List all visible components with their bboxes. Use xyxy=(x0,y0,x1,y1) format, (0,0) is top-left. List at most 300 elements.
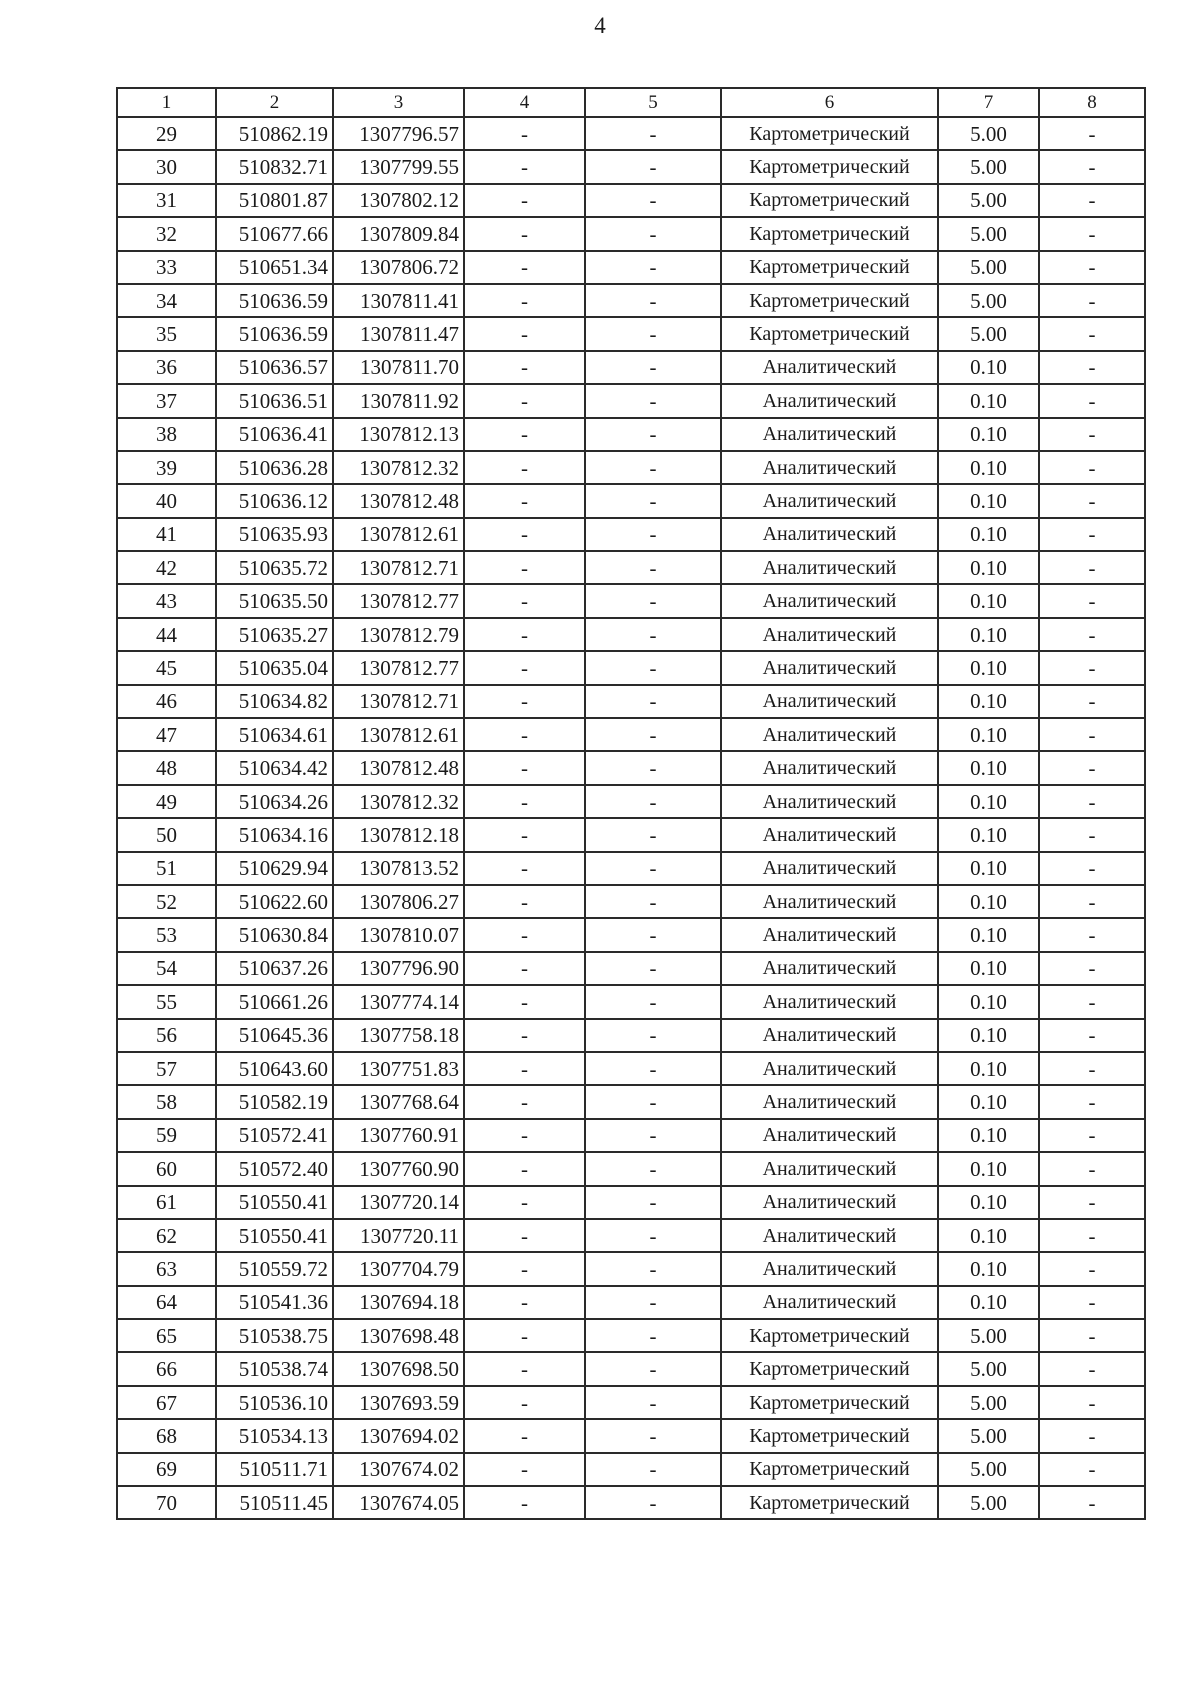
y-coordinate-cell: 1307812.71 xyxy=(333,685,464,718)
column-5-cell: - xyxy=(585,150,721,183)
column-4-cell: - xyxy=(464,985,585,1018)
column-4-cell: - xyxy=(464,651,585,684)
y-coordinate-cell: 1307674.05 xyxy=(333,1486,464,1519)
point-number-cell: 39 xyxy=(117,451,216,484)
x-coordinate-cell: 510636.41 xyxy=(216,418,333,451)
column-4-cell: - xyxy=(464,518,585,551)
x-coordinate-cell: 510636.12 xyxy=(216,484,333,517)
column-4-cell: - xyxy=(464,251,585,284)
column-8-cell: - xyxy=(1039,785,1145,818)
y-coordinate-cell: 1307806.27 xyxy=(333,885,464,918)
table-row xyxy=(117,1252,1145,1285)
y-coordinate-cell: 1307694.02 xyxy=(333,1419,464,1452)
column-5-cell: - xyxy=(585,751,721,784)
column-5-cell: - xyxy=(585,584,721,617)
column-8-cell: - xyxy=(1039,184,1145,217)
column-5-cell: - xyxy=(585,651,721,684)
precision-cell: 0.10 xyxy=(938,918,1039,951)
precision-cell: 5.00 xyxy=(938,1352,1039,1385)
column-5-cell: - xyxy=(585,184,721,217)
column-8-cell: - xyxy=(1039,1453,1145,1486)
method-cell: Аналитический xyxy=(721,1186,938,1219)
precision-cell: 5.00 xyxy=(938,1319,1039,1352)
x-coordinate-cell: 510636.28 xyxy=(216,451,333,484)
point-number-cell: 41 xyxy=(117,518,216,551)
table-row xyxy=(117,1052,1145,1085)
precision-cell: 5.00 xyxy=(938,117,1039,150)
x-coordinate-cell: 510550.41 xyxy=(216,1219,333,1252)
precision-cell: 0.10 xyxy=(938,1186,1039,1219)
column-4-cell: - xyxy=(464,1052,585,1085)
precision-cell: 0.10 xyxy=(938,985,1039,1018)
y-coordinate-cell: 1307812.13 xyxy=(333,418,464,451)
x-coordinate-cell: 510622.60 xyxy=(216,885,333,918)
column-8-cell: - xyxy=(1039,217,1145,250)
column-5-cell: - xyxy=(585,384,721,417)
y-coordinate-cell: 1307698.48 xyxy=(333,1319,464,1352)
x-coordinate-cell: 510629.94 xyxy=(216,852,333,885)
column-8-cell: - xyxy=(1039,651,1145,684)
column-4-cell: - xyxy=(464,1486,585,1519)
point-number-cell: 43 xyxy=(117,584,216,617)
column-5-cell: - xyxy=(585,1152,721,1185)
method-cell: Аналитический xyxy=(721,818,938,851)
point-number-cell: 68 xyxy=(117,1419,216,1452)
column-8-cell: - xyxy=(1039,885,1145,918)
column-4-cell: - xyxy=(464,1252,585,1285)
column-5-cell: - xyxy=(585,451,721,484)
column-4-cell: - xyxy=(464,1152,585,1185)
table-row xyxy=(117,1352,1145,1385)
method-cell: Аналитический xyxy=(721,952,938,985)
point-number-cell: 70 xyxy=(117,1486,216,1519)
column-5-cell: - xyxy=(585,1386,721,1419)
column-5-cell: - xyxy=(585,685,721,718)
x-coordinate-cell: 510661.26 xyxy=(216,985,333,1018)
precision-cell: 0.10 xyxy=(938,1119,1039,1152)
column-header: 2 xyxy=(216,88,333,117)
method-cell: Аналитический xyxy=(721,718,938,751)
column-4-cell: - xyxy=(464,351,585,384)
point-number-cell: 61 xyxy=(117,1186,216,1219)
point-number-cell: 30 xyxy=(117,150,216,183)
point-number-cell: 44 xyxy=(117,618,216,651)
column-5-cell: - xyxy=(585,985,721,1018)
method-cell: Аналитический xyxy=(721,1252,938,1285)
column-4-cell: - xyxy=(464,150,585,183)
y-coordinate-cell: 1307704.79 xyxy=(333,1252,464,1285)
x-coordinate-cell: 510559.72 xyxy=(216,1252,333,1285)
x-coordinate-cell: 510541.36 xyxy=(216,1286,333,1319)
point-number-cell: 63 xyxy=(117,1252,216,1285)
point-number-cell: 52 xyxy=(117,885,216,918)
method-cell: Картометрический xyxy=(721,117,938,150)
precision-cell: 0.10 xyxy=(938,885,1039,918)
method-cell: Аналитический xyxy=(721,1152,938,1185)
column-5-cell: - xyxy=(585,885,721,918)
point-number-cell: 49 xyxy=(117,785,216,818)
method-cell: Аналитический xyxy=(721,1019,938,1052)
precision-cell: 0.10 xyxy=(938,818,1039,851)
method-cell: Аналитический xyxy=(721,484,938,517)
table-row xyxy=(117,518,1145,551)
column-5-cell: - xyxy=(585,1252,721,1285)
x-coordinate-cell: 510572.40 xyxy=(216,1152,333,1185)
point-number-cell: 60 xyxy=(117,1152,216,1185)
point-number-cell: 33 xyxy=(117,251,216,284)
method-cell: Аналитический xyxy=(721,551,938,584)
column-8-cell: - xyxy=(1039,251,1145,284)
column-8-cell: - xyxy=(1039,1052,1145,1085)
table-row xyxy=(117,551,1145,584)
x-coordinate-cell: 510677.66 xyxy=(216,217,333,250)
table-row xyxy=(117,1186,1145,1219)
y-coordinate-cell: 1307812.79 xyxy=(333,618,464,651)
column-5-cell: - xyxy=(585,918,721,951)
y-coordinate-cell: 1307694.18 xyxy=(333,1286,464,1319)
method-cell: Картометрический xyxy=(721,251,938,284)
x-coordinate-cell: 510645.36 xyxy=(216,1019,333,1052)
point-number-cell: 37 xyxy=(117,384,216,417)
column-8-cell: - xyxy=(1039,584,1145,617)
method-cell: Картометрический xyxy=(721,1352,938,1385)
x-coordinate-cell: 510511.71 xyxy=(216,1453,333,1486)
point-number-cell: 56 xyxy=(117,1019,216,1052)
column-5-cell: - xyxy=(585,484,721,517)
column-5-cell: - xyxy=(585,1186,721,1219)
y-coordinate-cell: 1307812.71 xyxy=(333,551,464,584)
point-number-cell: 51 xyxy=(117,852,216,885)
column-4-cell: - xyxy=(464,184,585,217)
column-8-cell: - xyxy=(1039,985,1145,1018)
column-5-cell: - xyxy=(585,351,721,384)
table-row xyxy=(117,317,1145,350)
x-coordinate-cell: 510636.59 xyxy=(216,284,333,317)
table-row xyxy=(117,1085,1145,1118)
x-coordinate-cell: 510635.72 xyxy=(216,551,333,584)
x-coordinate-cell: 510637.26 xyxy=(216,952,333,985)
column-8-cell: - xyxy=(1039,852,1145,885)
method-cell: Картометрический xyxy=(721,317,938,350)
coordinates-table xyxy=(116,87,1146,1520)
table-row xyxy=(117,651,1145,684)
column-8-cell: - xyxy=(1039,484,1145,517)
x-coordinate-cell: 510511.45 xyxy=(216,1486,333,1519)
table-row xyxy=(117,1319,1145,1352)
table-row xyxy=(117,150,1145,183)
table-row xyxy=(117,818,1145,851)
y-coordinate-cell: 1307796.57 xyxy=(333,117,464,150)
point-number-cell: 64 xyxy=(117,1286,216,1319)
precision-cell: 5.00 xyxy=(938,184,1039,217)
precision-cell: 0.10 xyxy=(938,952,1039,985)
method-cell: Аналитический xyxy=(721,852,938,885)
column-4-cell: - xyxy=(464,384,585,417)
point-number-cell: 54 xyxy=(117,952,216,985)
point-number-cell: 45 xyxy=(117,651,216,684)
column-4-cell: - xyxy=(464,1453,585,1486)
column-4-cell: - xyxy=(464,1319,585,1352)
precision-cell: 0.10 xyxy=(938,685,1039,718)
column-4-cell: - xyxy=(464,1352,585,1385)
y-coordinate-cell: 1307812.18 xyxy=(333,818,464,851)
table-row xyxy=(117,484,1145,517)
column-header: 1 xyxy=(117,88,216,117)
table-row xyxy=(117,451,1145,484)
y-coordinate-cell: 1307812.61 xyxy=(333,518,464,551)
table-row xyxy=(117,1386,1145,1419)
column-8-cell: - xyxy=(1039,418,1145,451)
column-8-cell: - xyxy=(1039,451,1145,484)
table-row xyxy=(117,852,1145,885)
column-8-cell: - xyxy=(1039,1085,1145,1118)
point-number-cell: 59 xyxy=(117,1119,216,1152)
x-coordinate-cell: 510635.93 xyxy=(216,518,333,551)
column-8-cell: - xyxy=(1039,1186,1145,1219)
precision-cell: 0.10 xyxy=(938,618,1039,651)
method-cell: Картометрический xyxy=(721,1486,938,1519)
table-row xyxy=(117,584,1145,617)
method-cell: Аналитический xyxy=(721,918,938,951)
column-8-cell: - xyxy=(1039,1119,1145,1152)
y-coordinate-cell: 1307774.14 xyxy=(333,985,464,1018)
precision-cell: 0.10 xyxy=(938,484,1039,517)
y-coordinate-cell: 1307796.90 xyxy=(333,952,464,985)
column-4-cell: - xyxy=(464,952,585,985)
point-number-cell: 62 xyxy=(117,1219,216,1252)
table-row xyxy=(117,1286,1145,1319)
column-8-cell: - xyxy=(1039,518,1145,551)
point-number-cell: 36 xyxy=(117,351,216,384)
y-coordinate-cell: 1307811.92 xyxy=(333,384,464,417)
column-8-cell: - xyxy=(1039,117,1145,150)
column-5-cell: - xyxy=(585,952,721,985)
precision-cell: 0.10 xyxy=(938,551,1039,584)
table-body xyxy=(117,117,1145,1519)
x-coordinate-cell: 510634.61 xyxy=(216,718,333,751)
column-5-cell: - xyxy=(585,518,721,551)
x-coordinate-cell: 510534.13 xyxy=(216,1419,333,1452)
method-cell: Картометрический xyxy=(721,1453,938,1486)
column-5-cell: - xyxy=(585,284,721,317)
column-4-cell: - xyxy=(464,1186,585,1219)
x-coordinate-cell: 510801.87 xyxy=(216,184,333,217)
method-cell: Картометрический xyxy=(721,217,938,250)
method-cell: Аналитический xyxy=(721,1085,938,1118)
y-coordinate-cell: 1307751.83 xyxy=(333,1052,464,1085)
column-8-cell: - xyxy=(1039,1152,1145,1185)
point-number-cell: 69 xyxy=(117,1453,216,1486)
point-number-cell: 42 xyxy=(117,551,216,584)
x-coordinate-cell: 510635.50 xyxy=(216,584,333,617)
column-8-cell: - xyxy=(1039,952,1145,985)
point-number-cell: 47 xyxy=(117,718,216,751)
column-header: 8 xyxy=(1039,88,1145,117)
y-coordinate-cell: 1307811.41 xyxy=(333,284,464,317)
precision-cell: 0.10 xyxy=(938,1052,1039,1085)
column-header: 4 xyxy=(464,88,585,117)
column-5-cell: - xyxy=(585,1352,721,1385)
column-8-cell: - xyxy=(1039,1419,1145,1452)
column-4-cell: - xyxy=(464,1219,585,1252)
table-row xyxy=(117,685,1145,718)
y-coordinate-cell: 1307806.72 xyxy=(333,251,464,284)
x-coordinate-cell: 510636.51 xyxy=(216,384,333,417)
column-5-cell: - xyxy=(585,1119,721,1152)
column-5-cell: - xyxy=(585,1486,721,1519)
table-row xyxy=(117,1219,1145,1252)
y-coordinate-cell: 1307812.48 xyxy=(333,751,464,784)
table-row xyxy=(117,785,1145,818)
column-4-cell: - xyxy=(464,484,585,517)
point-number-cell: 55 xyxy=(117,985,216,1018)
table-row xyxy=(117,184,1145,217)
x-coordinate-cell: 510636.59 xyxy=(216,317,333,350)
column-8-cell: - xyxy=(1039,618,1145,651)
column-8-cell: - xyxy=(1039,818,1145,851)
method-cell: Аналитический xyxy=(721,618,938,651)
column-4-cell: - xyxy=(464,217,585,250)
point-number-cell: 57 xyxy=(117,1052,216,1085)
y-coordinate-cell: 1307811.70 xyxy=(333,351,464,384)
table-row xyxy=(117,217,1145,250)
column-8-cell: - xyxy=(1039,685,1145,718)
method-cell: Картометрический xyxy=(721,150,938,183)
precision-cell: 5.00 xyxy=(938,284,1039,317)
precision-cell: 5.00 xyxy=(938,217,1039,250)
column-8-cell: - xyxy=(1039,1352,1145,1385)
precision-cell: 0.10 xyxy=(938,1286,1039,1319)
column-5-cell: - xyxy=(585,818,721,851)
column-4-cell: - xyxy=(464,751,585,784)
column-4-cell: - xyxy=(464,551,585,584)
column-4-cell: - xyxy=(464,117,585,150)
x-coordinate-cell: 510832.71 xyxy=(216,150,333,183)
point-number-cell: 35 xyxy=(117,317,216,350)
column-4-cell: - xyxy=(464,584,585,617)
column-5-cell: - xyxy=(585,618,721,651)
x-coordinate-cell: 510538.74 xyxy=(216,1352,333,1385)
precision-cell: 0.10 xyxy=(938,852,1039,885)
point-number-cell: 38 xyxy=(117,418,216,451)
method-cell: Аналитический xyxy=(721,985,938,1018)
precision-cell: 0.10 xyxy=(938,651,1039,684)
column-5-cell: - xyxy=(585,1052,721,1085)
point-number-cell: 31 xyxy=(117,184,216,217)
column-4-cell: - xyxy=(464,418,585,451)
method-cell: Картометрический xyxy=(721,184,938,217)
column-4-cell: - xyxy=(464,852,585,885)
precision-cell: 0.10 xyxy=(938,418,1039,451)
column-4-cell: - xyxy=(464,451,585,484)
precision-cell: 0.10 xyxy=(938,584,1039,617)
precision-cell: 5.00 xyxy=(938,317,1039,350)
method-cell: Аналитический xyxy=(721,1119,938,1152)
column-4-cell: - xyxy=(464,785,585,818)
column-8-cell: - xyxy=(1039,317,1145,350)
column-8-cell: - xyxy=(1039,751,1145,784)
x-coordinate-cell: 510634.16 xyxy=(216,818,333,851)
column-8-cell: - xyxy=(1039,351,1145,384)
column-5-cell: - xyxy=(585,1219,721,1252)
precision-cell: 0.10 xyxy=(938,1252,1039,1285)
y-coordinate-cell: 1307812.77 xyxy=(333,584,464,617)
point-number-cell: 65 xyxy=(117,1319,216,1352)
y-coordinate-cell: 1307758.18 xyxy=(333,1019,464,1052)
precision-cell: 0.10 xyxy=(938,1019,1039,1052)
column-5-cell: - xyxy=(585,852,721,885)
table-row xyxy=(117,384,1145,417)
precision-cell: 0.10 xyxy=(938,384,1039,417)
point-number-cell: 67 xyxy=(117,1386,216,1419)
y-coordinate-cell: 1307799.55 xyxy=(333,150,464,183)
y-coordinate-cell: 1307812.48 xyxy=(333,484,464,517)
y-coordinate-cell: 1307813.52 xyxy=(333,852,464,885)
precision-cell: 0.10 xyxy=(938,1152,1039,1185)
x-coordinate-cell: 510582.19 xyxy=(216,1085,333,1118)
x-coordinate-cell: 510634.82 xyxy=(216,685,333,718)
point-number-cell: 53 xyxy=(117,918,216,951)
point-number-cell: 40 xyxy=(117,484,216,517)
method-cell: Аналитический xyxy=(721,518,938,551)
column-8-cell: - xyxy=(1039,1319,1145,1352)
method-cell: Картометрический xyxy=(721,1319,938,1352)
x-coordinate-cell: 510536.10 xyxy=(216,1386,333,1419)
column-8-cell: - xyxy=(1039,284,1145,317)
precision-cell: 5.00 xyxy=(938,251,1039,284)
column-4-cell: - xyxy=(464,1419,585,1452)
column-5-cell: - xyxy=(585,1085,721,1118)
method-cell: Аналитический xyxy=(721,685,938,718)
y-coordinate-cell: 1307810.07 xyxy=(333,918,464,951)
column-8-cell: - xyxy=(1039,551,1145,584)
table-row xyxy=(117,351,1145,384)
precision-cell: 0.10 xyxy=(938,1219,1039,1252)
table-row xyxy=(117,1453,1145,1486)
y-coordinate-cell: 1307693.59 xyxy=(333,1386,464,1419)
y-coordinate-cell: 1307812.32 xyxy=(333,451,464,484)
column-4-cell: - xyxy=(464,1019,585,1052)
column-8-cell: - xyxy=(1039,150,1145,183)
column-4-cell: - xyxy=(464,1386,585,1419)
column-5-cell: - xyxy=(585,317,721,350)
point-number-cell: 34 xyxy=(117,284,216,317)
method-cell: Аналитический xyxy=(721,651,938,684)
y-coordinate-cell: 1307811.47 xyxy=(333,317,464,350)
method-cell: Картометрический xyxy=(721,1419,938,1452)
y-coordinate-cell: 1307812.77 xyxy=(333,651,464,684)
y-coordinate-cell: 1307760.90 xyxy=(333,1152,464,1185)
table-row xyxy=(117,885,1145,918)
y-coordinate-cell: 1307812.61 xyxy=(333,718,464,751)
column-4-cell: - xyxy=(464,885,585,918)
column-5-cell: - xyxy=(585,418,721,451)
method-cell: Аналитический xyxy=(721,885,938,918)
table-row xyxy=(117,1152,1145,1185)
precision-cell: 5.00 xyxy=(938,1386,1039,1419)
column-8-cell: - xyxy=(1039,918,1145,951)
x-coordinate-cell: 510636.57 xyxy=(216,351,333,384)
precision-cell: 5.00 xyxy=(938,150,1039,183)
column-5-cell: - xyxy=(585,785,721,818)
column-4-cell: - xyxy=(464,818,585,851)
y-coordinate-cell: 1307802.12 xyxy=(333,184,464,217)
table-row xyxy=(117,718,1145,751)
column-4-cell: - xyxy=(464,284,585,317)
column-5-cell: - xyxy=(585,1019,721,1052)
x-coordinate-cell: 510550.41 xyxy=(216,1186,333,1219)
column-4-cell: - xyxy=(464,1119,585,1152)
